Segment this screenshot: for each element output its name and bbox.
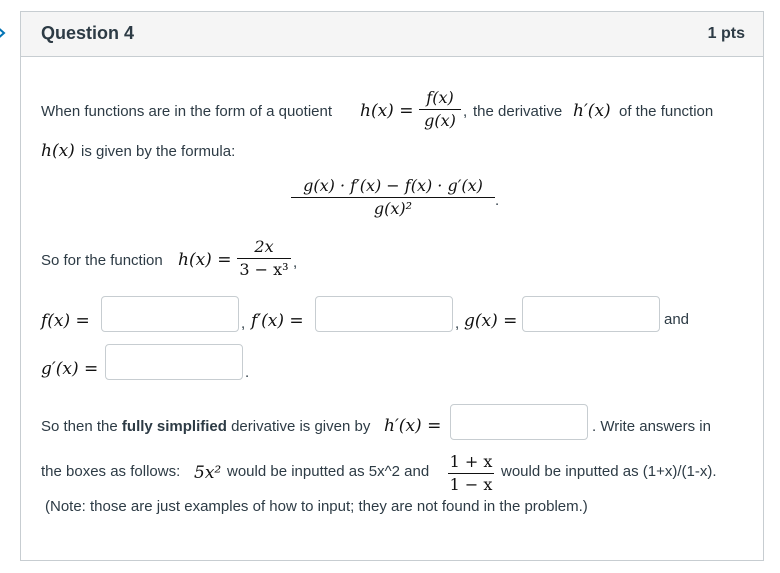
quotient-denominator: g(x) [424,111,456,130]
format-text-a: the boxes as follows: [41,463,181,480]
intro-hx: h(x) [41,141,75,161]
final-hprime-label: h′(x) = [384,416,442,436]
final-bold: fully simplified [121,418,227,435]
format-example-1: 5x² [194,463,222,483]
question-header [21,12,763,57]
question-title: Question 4 [41,23,135,43]
f-input[interactable] [101,296,239,332]
sep-comma-1: , [241,315,246,332]
intro-text-2: the derivative [473,103,563,120]
format-text-c: would be inputted as (1+x)/(1-x). [501,463,717,480]
sep-comma-2: , [455,315,460,332]
gprime-label: g′(x) = [41,359,99,379]
format-text-b: would be inputted as 5x^2 and [227,463,430,480]
current-question-arrow-icon [0,24,10,42]
intro-hprime: h′(x) [573,101,611,121]
example-numerator: 2x [254,237,274,256]
format-note: (Note: those are just examples of how to input; they are not found in the problem.) [45,498,588,515]
row2-period: . [245,364,250,381]
intro-text-1: When functions are in the form of a quotient [41,103,332,120]
final-lead-a: So then the [41,418,118,435]
intro-text-4: is given by the formula: [81,143,236,160]
intro-quotient [419,88,461,131]
formula-numerator: g(x) · f′(x) − f(x) · g′(x) [303,176,483,195]
question-points: 1 pts [707,25,745,42]
f-label: f(x) = [41,311,90,331]
format-example-2-num: 1 + x [449,452,493,471]
example-fraction [237,237,291,280]
g-input[interactable] [522,296,660,332]
example-lead: So for the function [41,252,163,269]
gprime-input[interactable] [105,344,243,380]
format-example-2 [448,452,494,495]
and-word: and [664,311,690,328]
formula-period: . [495,192,500,209]
hprime-input[interactable] [450,404,588,440]
g-label: g(x) = [464,311,518,331]
question-card [20,11,764,561]
fprime-input[interactable] [315,296,453,332]
example-denominator: 3 − x³ [239,260,289,279]
formula-denominator: g(x)² [373,199,413,218]
format-example-2-den: 1 − x [449,475,493,494]
example-comma: , [293,254,298,271]
final-after: . Write answers in [592,418,711,435]
intro-h-def: h(x) = [360,101,414,121]
example-h-def: h(x) = [178,250,232,270]
intro-text-3: of the function [619,103,714,120]
quotient-numerator: f(x) [426,88,454,107]
final-lead-b: derivative is given by [231,418,371,435]
intro-comma: , [463,103,468,120]
fprime-label: f′(x) = [251,311,304,331]
quotient-rule-formula [291,176,495,219]
final-lead [41,418,370,435]
